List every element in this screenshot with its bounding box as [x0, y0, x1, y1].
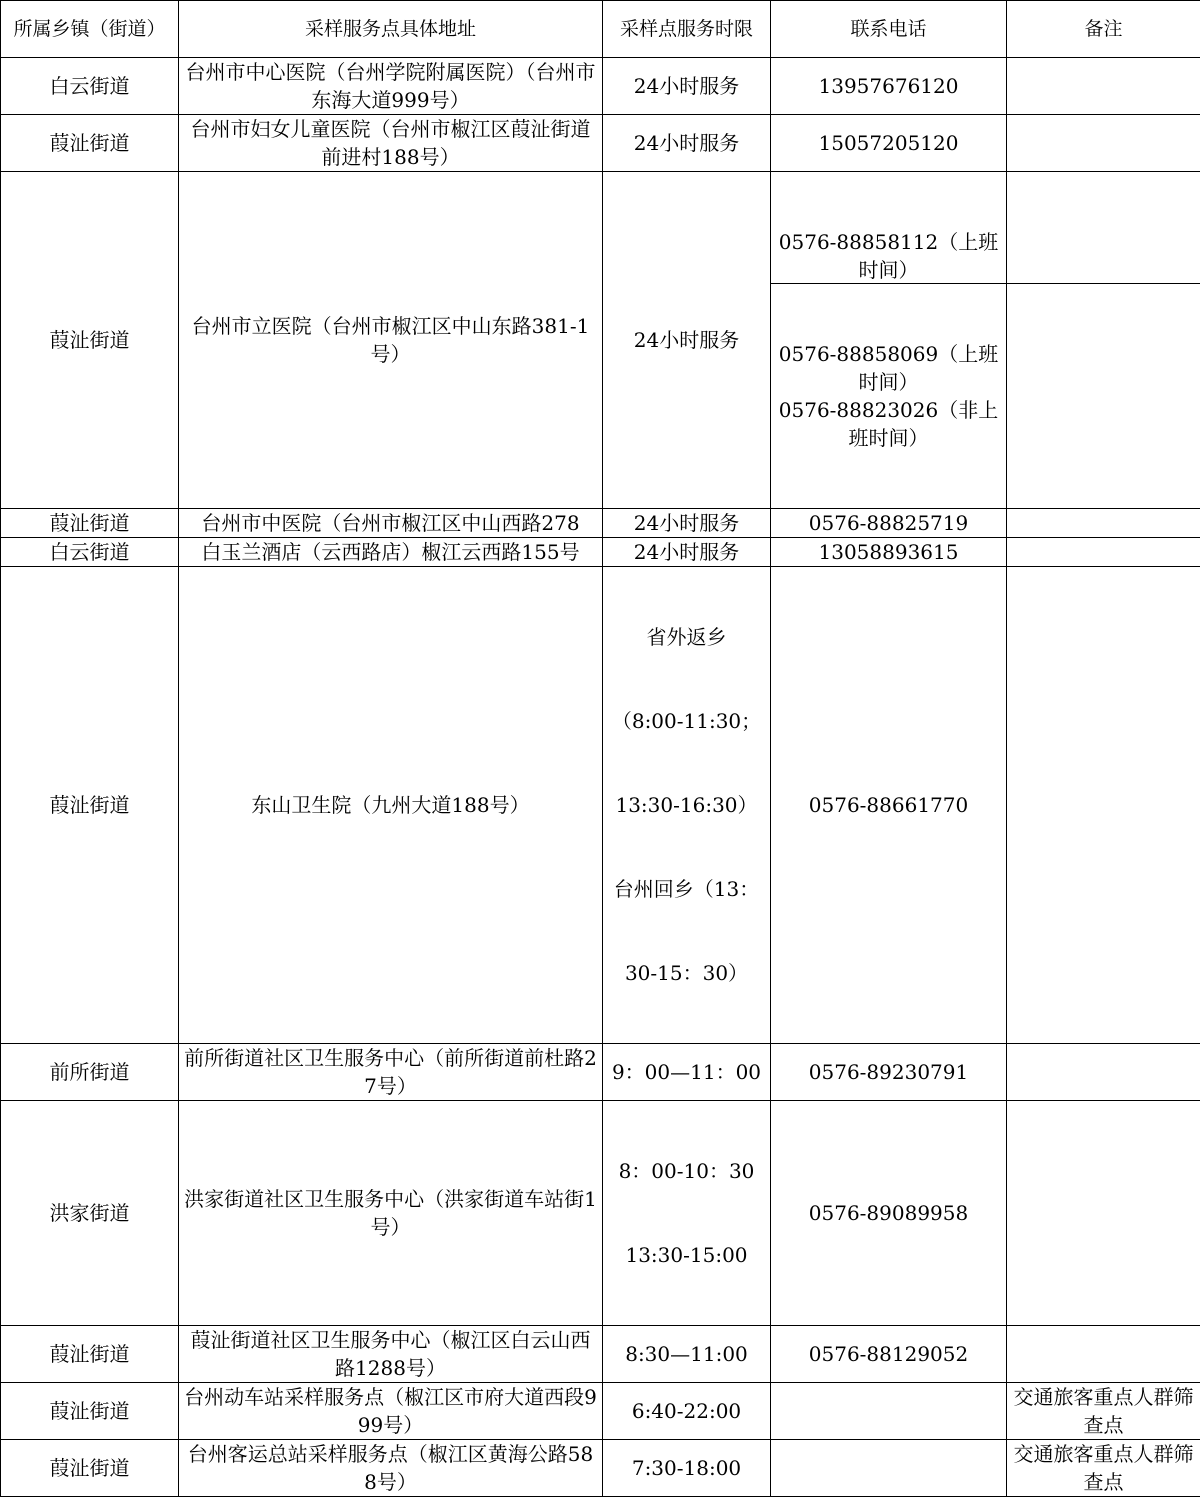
- table-row: [1, 58, 1200, 115]
- cell-hours: 8:30—11:00: [603, 1326, 771, 1383]
- cell-hours-group: [603, 567, 771, 1044]
- header-row: [1, 1, 1200, 58]
- phone-work-hours-1: 0576-88858112（上班时间）: [771, 228, 1006, 284]
- cell-note: [1007, 1326, 1200, 1383]
- cell-town: 白云街道: [1, 58, 179, 115]
- table-row: [1, 1383, 1200, 1440]
- hours-line: 30-15：30）: [607, 959, 766, 987]
- cell-note: [1007, 1044, 1200, 1101]
- table-row: [1, 567, 1200, 1044]
- phone-sub-group: [771, 340, 1006, 452]
- cell-address: 台州市妇女儿童医院（台州市椒江区葭沚街道前进村188号）: [179, 115, 603, 172]
- table-row: [1, 172, 1200, 509]
- cell-phone: 13058893615: [771, 538, 1007, 567]
- header-town: 所属乡镇（街道）: [1, 1, 179, 58]
- table-row: [1, 1044, 1200, 1101]
- cell-hours: 24小时服务: [603, 115, 771, 172]
- cell-address: 洪家街道社区卫生服务中心（洪家街道车站街1号）: [179, 1101, 603, 1326]
- table-row: [1, 115, 1200, 172]
- cell-hours: 24小时服务: [603, 538, 771, 567]
- cell-address: 台州市中医院（台州市椒江区中山西路278: [179, 509, 603, 538]
- cell-note: 交通旅客重点人群筛查点: [1007, 1440, 1200, 1497]
- cell-hours: 6:40-22:00: [603, 1383, 771, 1440]
- table-row: [1, 509, 1200, 538]
- cell-note: [1007, 172, 1200, 509]
- hours-line: （8:00-11:30；: [607, 707, 766, 735]
- cell-phone: [771, 1440, 1007, 1497]
- cell-hours: 24小时服务: [603, 509, 771, 538]
- cell-note: 交通旅客重点人群筛查点: [1007, 1383, 1200, 1440]
- cell-address: 前所街道社区卫生服务中心（前所街道前杜路27号）: [179, 1044, 603, 1101]
- cell-phone: 0576-89230791: [771, 1044, 1007, 1101]
- cell-hours: 24小时服务: [603, 172, 771, 509]
- cell-town: 葭沚街道: [1, 172, 179, 509]
- hours-line: 8：00-10：30: [607, 1157, 766, 1185]
- cell-town: 洪家街道: [1, 1101, 179, 1326]
- cell-note: [1007, 58, 1200, 115]
- cell-town: 前所街道: [1, 1044, 179, 1101]
- cell-phone: 0576-89089958: [771, 1101, 1007, 1326]
- cell-note: [1007, 115, 1200, 172]
- note-bottom: [1007, 340, 1200, 452]
- cell-town: 葭沚街道: [1, 1326, 179, 1383]
- cell-note: [1007, 509, 1200, 538]
- header-note: 备注: [1007, 1, 1200, 58]
- cell-hours: 7:30-18:00: [603, 1440, 771, 1497]
- table-row: [1, 538, 1200, 567]
- cell-note: [1007, 1101, 1200, 1326]
- hours-line: 台州回乡（13：: [607, 875, 766, 903]
- cell-town: 葭沚街道: [1, 567, 179, 1044]
- cell-town: 葭沚街道: [1, 1440, 179, 1497]
- hours-line: 13:30-16:30）: [607, 791, 766, 819]
- cell-phone: 13957676120: [771, 58, 1007, 115]
- cell-address: 东山卫生院（九州大道188号）: [179, 567, 603, 1044]
- cell-phone: 0576-88661770: [771, 567, 1007, 1044]
- cell-town: 白云街道: [1, 538, 179, 567]
- cell-address: 台州市立医院（台州市椒江区中山东路381-1号）: [179, 172, 603, 509]
- cell-hours-group: [603, 1101, 771, 1326]
- header-address: 采样服务点具体地址: [179, 1, 603, 58]
- cell-town: 葭沚街道: [1, 115, 179, 172]
- note-top: [1007, 228, 1200, 284]
- cell-address: 葭沚街道社区卫生服务中心（椒江区白云山西路1288号）: [179, 1326, 603, 1383]
- header-hours: 采样点服务时限: [603, 1, 771, 58]
- cell-town: 葭沚街道: [1, 509, 179, 538]
- cell-address: 台州客运总站采样服务点（椒江区黄海公路588号）: [179, 1440, 603, 1497]
- header-phone: 联系电话: [771, 1, 1007, 58]
- hours-line: 省外返乡: [607, 623, 766, 651]
- cell-phone: 0576-88825719: [771, 509, 1007, 538]
- cell-phone: 15057205120: [771, 115, 1007, 172]
- cell-note: [1007, 538, 1200, 567]
- cell-phone: 0576-88129052: [771, 1326, 1007, 1383]
- phone-work-hours-2: 0576-88858069（上班时间）: [775, 340, 1002, 396]
- cell-address: 台州市中心医院（台州学院附属医院）（台州市东海大道999号）: [179, 58, 603, 115]
- cell-hours: 24小时服务: [603, 58, 771, 115]
- cell-note: [1007, 567, 1200, 1044]
- hours-line: 13:30-15:00: [607, 1241, 766, 1269]
- cell-phone-group: [771, 172, 1007, 509]
- cell-hours: 9：00—11：00: [603, 1044, 771, 1101]
- table-row: [1, 1101, 1200, 1326]
- cell-address: 白玉兰酒店（云西路店）椒江云西路155号: [179, 538, 603, 567]
- cell-town: 葭沚街道: [1, 1383, 179, 1440]
- cell-address: 台州动车站采样服务点（椒江区市府大道西段999号）: [179, 1383, 603, 1440]
- phone-off-hours: 0576-88823026（非上班时间）: [775, 396, 1002, 452]
- table-row: [1, 1326, 1200, 1383]
- cell-phone: [771, 1383, 1007, 1440]
- table-row: [1, 1440, 1200, 1497]
